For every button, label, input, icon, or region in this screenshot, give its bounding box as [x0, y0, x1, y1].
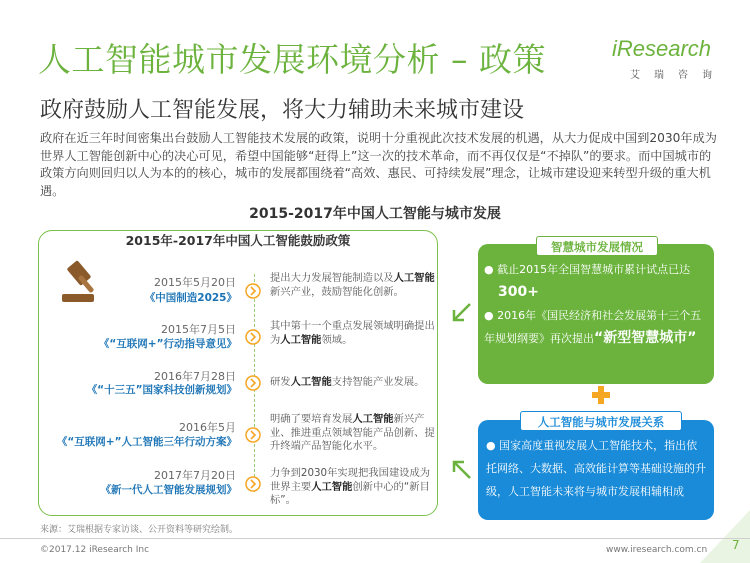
timeline-description: 提出大力发展智能制造以及人工智能新兴产业，鼓励智能化创新。: [270, 272, 435, 298]
page-number: 7: [732, 538, 740, 552]
section-heading-part2: 中国人工: [346, 206, 403, 222]
timeline-description: 力争到2030年实现把我国建设成为世界主要人工智能创新中心的“新目标”。: [270, 467, 431, 506]
arrow-icon: [448, 300, 474, 326]
timeline-date: 2017年7月20日: [154, 469, 236, 482]
smart-city-bullet-2: ● 2016年《国民经济和社会发展第十三个五年规划纲要》再次提出“新型智慧城市”: [484, 309, 702, 346]
timeline-policy: 《“互联网+”行动指导意见》: [98, 338, 237, 350]
timeline-date: 2015年5月20日: [154, 276, 236, 289]
page-title: 人工智能城市发展环境分析 – 政策: [38, 40, 546, 79]
timeline-description: 其中第十一个重点发展领域明确提出为人工智能领域。: [270, 320, 435, 346]
timeline-date: 2016年7月28日: [154, 370, 236, 383]
timeline-policy: 《新一代人工智能发展规划》: [100, 484, 237, 496]
smart-city-header: 智慧城市发展情况: [536, 236, 658, 256]
arrow-icon: [448, 456, 474, 482]
logo-wordmark: iResearch: [612, 36, 712, 61]
relation-header: 人工智能与城市发展关系: [520, 411, 682, 431]
chevron-icon: [245, 427, 261, 443]
timeline-date: 2015年7月5日: [161, 323, 236, 336]
section-heading-part1: 2015-2017年: [249, 206, 347, 222]
footer-divider: [0, 538, 750, 539]
source-note: 来源：艾瑞根据专家访谈、公开资料等研究绘制。: [40, 525, 239, 535]
relation-bullet: ● 国家高度重视发展人工智能技术，指出依托网络、大数据、高效能计算等基础设施的升级，人工智能未来将与城市发展相辅相成: [486, 439, 706, 498]
plus-icon: [592, 386, 610, 404]
timeline-description: 研发人工智能支持智能产业发展。: [270, 376, 425, 388]
section-heading-part3: 智能与城市发展: [402, 206, 501, 222]
timeline-date: 2016年5月: [179, 421, 236, 434]
smart-city-bullet-1: ● 截止2015年全国智慧城市累计试点已达 300+: [484, 263, 691, 300]
corner-decoration: [700, 510, 750, 563]
chevron-icon: [245, 283, 261, 299]
chevron-icon: [245, 476, 261, 492]
chevron-icon: [245, 329, 261, 345]
footer-website: www.iresearch.com.cn: [606, 545, 708, 555]
section-heading: [0, 203, 750, 223]
timeline-policy: 《中国制造2025》: [144, 292, 237, 304]
intro-paragraph: 政府在近三年时间密集出台鼓励人工智能技术发展的政策，说明十分重视此次技术发展的机遇，从大力促成中国到2030年成为世界人工智能创新中心的决心可见，希望中国能够“赶得上”这一次的技术革命，而不再仅仅是“不掉队”的要求。而中国城市的政策方向则回归以人为本的的核心，城市的发展都围绕着“高效、惠民、可持续发展”理念，让城市建设迎来转型升级的重大机遇。: [40, 131, 717, 198]
smart-city-panel: [478, 244, 714, 384]
relation-panel: [478, 420, 714, 520]
timeline-policy: 《“互联网+”人工智能三年行动方案》: [56, 436, 237, 448]
timeline-description: 明确了要培育发展人工智能新兴产业、推进重点领域智能产品创新、提升终端产品智能化水平。: [270, 413, 435, 452]
logo-subtext: 艾瑞咨询: [630, 70, 726, 81]
policy-panel-heading: 2015年-2017年中国人工智能鼓励政策: [125, 233, 351, 248]
iresearch-logo: [612, 36, 732, 84]
footer-copyright: ©2017.12 iResearch Inc: [40, 545, 150, 555]
timeline-policy: 《“十三五”国家科技创新规划》: [86, 384, 237, 396]
page-subtitle: 政府鼓励人工智能发展，将大力辅助未来城市建设: [40, 98, 525, 123]
chevron-icon: [245, 375, 261, 391]
